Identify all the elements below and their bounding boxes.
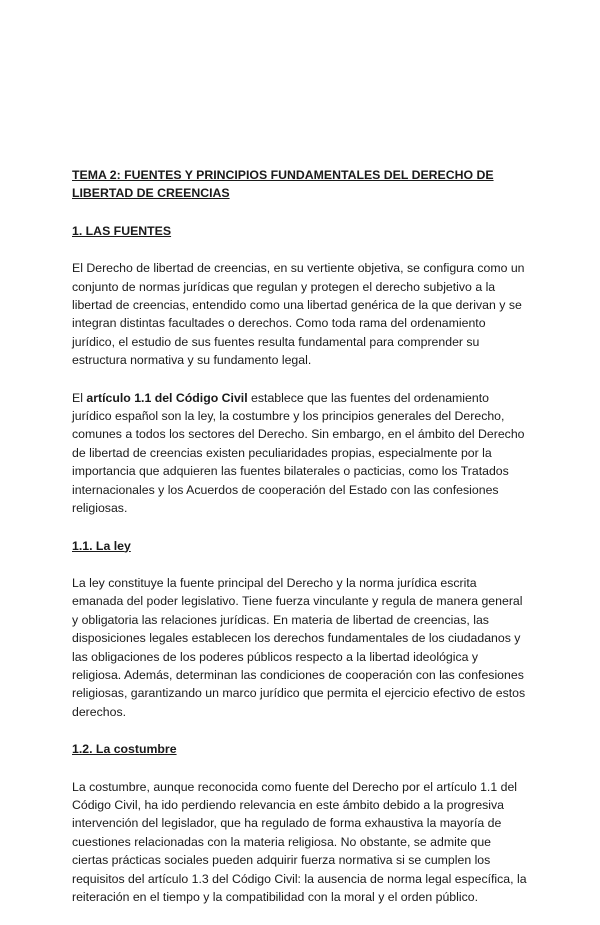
paragraph-la-ley: La ley constituye la fuente principal del Derecho y la norma jurídica escrita emanada del poder legislativo. Tiene fuerza vinculante y regula de manera general y obligatoria las relaciones jurídicas. En materia de libertad de creencias, las disposiciones legales establecen los derechos fundamentales de los ciudadanos y las obligaciones de los poderes públicos respecto a la libertad ideológica y religiosa. Además, determinan las condiciones de cooperación con las confesiones religiosas, garantizando un marco jurídico que permita el ejercicio efectivo de estos derechos. <box>72 575 526 719</box>
section-heading-la-costumbre: 1.2. La costumbre <box>72 742 177 757</box>
document-body <box>72 166 528 925</box>
section-heading-la-ley: 1.1. La ley <box>72 538 131 553</box>
paragraph-la-costumbre: La costumbre, aunque reconocida como fuente del Derecho por el artículo 1.1 del Código Civil, ha ido perdiendo relevancia en este ámbito debido a la progresiva intervención del legislador, que ha regulado de forma exhaustiva la mayoría de cuestiones relacionadas con la materia religiosa. No obstante, se admite que ciertas prácticas sociales pueden adquirir fuerza normativa si se cumplen los requisitos del artículo 1.3 del Código Civil: la ausencia de norma legal específica, la reiteración en el tiempo y la compatibilidad con la moral y el orden público. <box>72 779 527 904</box>
paragraph-text: establece que las fuentes del ordenamiento jurídico español son la ley, la costumbre y los principios generales del Derecho, comunes a todos los sectores del Derecho. Sin embargo, en el ámbito del Derecho de libertad de creencias existen peculiaridades propias, especialmente por la importancia que adquieren las fuentes bilaterales o pacticias, como los Tratados internacionales y los Acuerdos de cooperación del Estado con las confesiones religiosas. <box>72 390 525 516</box>
paragraph-text: El <box>72 390 87 405</box>
section-heading-las-fuentes: 1. LAS FUENTES <box>72 223 172 238</box>
bold-reference-codigo-civil: artículo 1.1 del Código Civil <box>86 390 248 405</box>
paragraph-codigo-civil <box>72 389 528 518</box>
paragraph-fuentes-intro: El Derecho de libertad de creencias, en su vertiente objetiva, se configura como un conjunto de normas jurídicas que regulan y protegen el derecho subjetivo a la libertad de creencias, entendido como una libertad genérica de la que derivan y se integran distintas facultades o derechos. Como toda rama del ordenamiento jurídico, el estudio de sus fuentes resulta fundamental para comprender su estructura normativa y su fundamento legal. <box>72 261 525 368</box>
document-title: TEMA 2: FUENTES Y PRINCIPIOS FUNDAMENTALES DEL DERECHO DE LIBERTAD DE CREENCIAS <box>72 168 494 201</box>
